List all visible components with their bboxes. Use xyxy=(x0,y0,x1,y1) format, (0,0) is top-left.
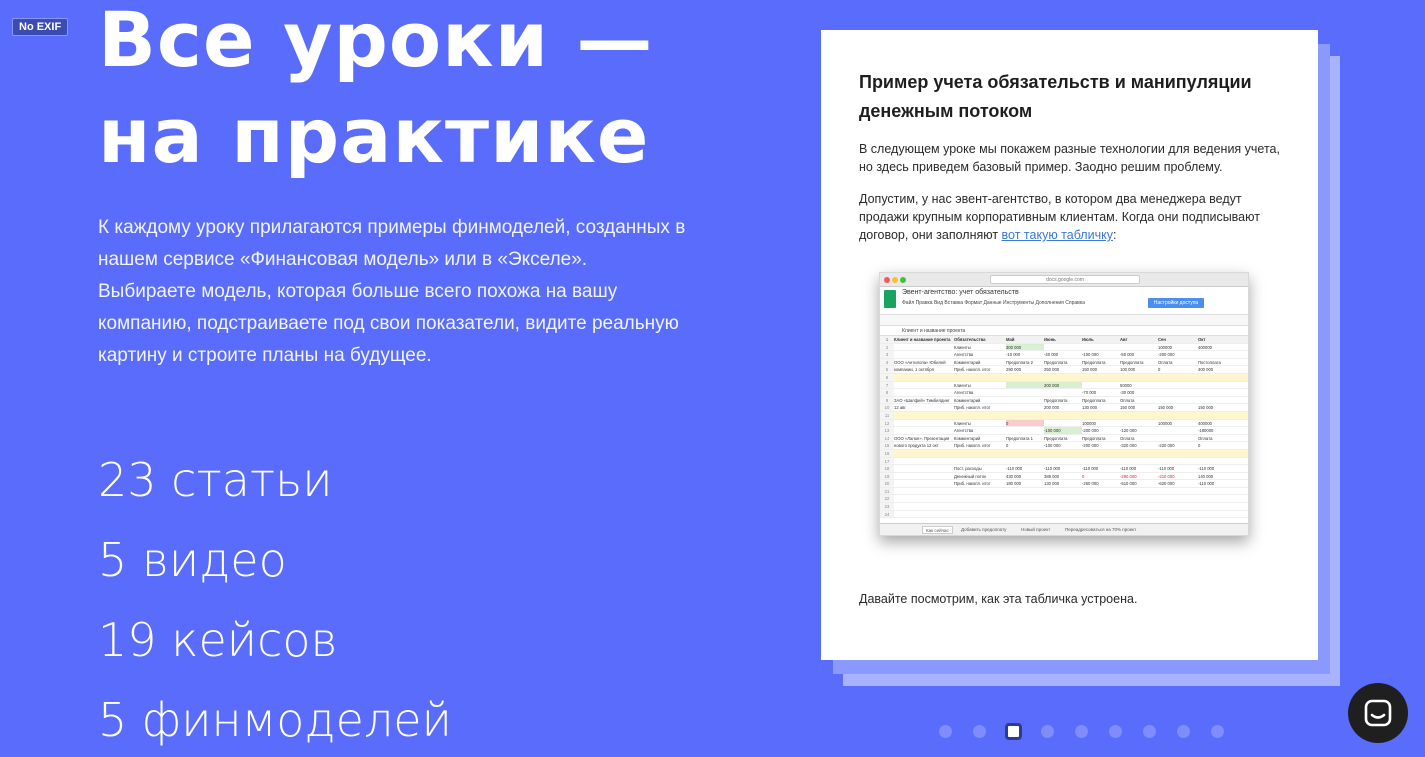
table-cell: 250 000 xyxy=(1044,367,1060,373)
table-cell xyxy=(954,511,1006,518)
table-cell: -200 000 xyxy=(1158,352,1175,358)
table-cell xyxy=(894,495,954,502)
table-cell: Окт xyxy=(1198,337,1206,342)
table-cell: -510 000 xyxy=(1120,481,1137,487)
table-cell: -210 000 xyxy=(1158,473,1175,479)
stat-cases: 19 кейсов xyxy=(98,613,338,667)
table-cell: Агентства xyxy=(954,428,974,434)
table-cell: 400000 xyxy=(1198,344,1212,350)
table-row xyxy=(880,374,1248,382)
table-cell xyxy=(894,351,954,358)
hero-title-line2: на практике xyxy=(98,91,650,180)
row-number: 8 xyxy=(880,389,894,396)
table-row xyxy=(880,435,1248,443)
maximize-dot-icon xyxy=(900,277,906,283)
table-cell: -100 000 xyxy=(1082,352,1099,358)
sheet-tabs xyxy=(880,523,1248,535)
table-cell: 200 000 xyxy=(1044,405,1060,411)
table-cell xyxy=(954,503,1006,510)
document-paragraph-2-end: : xyxy=(1112,228,1117,242)
table-cell: -200 000 xyxy=(1082,428,1099,434)
table-cell: ООО «Антилопа» Юбилей xyxy=(894,359,946,365)
table-cell: Пост. расходы xyxy=(954,466,982,472)
table-cell xyxy=(1006,404,1044,411)
table-row xyxy=(880,495,1248,503)
table-cell: Клиенты xyxy=(954,382,971,388)
row-number: 3 xyxy=(880,351,894,358)
table-cell xyxy=(894,412,954,419)
document-paragraph-2-text: Допустим, у нас эвент-агентство, в котором два менеджера ведут продажи крупным корпоративным клиентам. Когда они подписывают договор, они заполняют xyxy=(859,192,1260,242)
table-row xyxy=(880,442,1248,450)
table-cell xyxy=(1158,382,1198,389)
table-cell: -40 000 xyxy=(1044,352,1059,358)
row-number: 12 xyxy=(880,420,894,427)
table-cell: 0 xyxy=(1158,367,1161,373)
table-cell: Предоплата xyxy=(1044,435,1068,441)
row-number: 15 xyxy=(880,442,894,449)
row-number: 16 xyxy=(880,450,894,457)
table-cell xyxy=(1082,458,1120,465)
table-cell: Предоплата xyxy=(1082,397,1106,403)
table-cell xyxy=(1198,450,1249,457)
table-row xyxy=(880,420,1248,428)
table-cell: Предоплата xyxy=(1082,359,1106,365)
table-cell xyxy=(1198,351,1249,358)
row-number: 13 xyxy=(880,427,894,434)
row-number: 11 xyxy=(880,412,894,419)
table-cell: 130 000 xyxy=(1082,405,1098,411)
table-cell xyxy=(1006,488,1044,495)
table-cell: Клиент и название проекта xyxy=(894,337,951,342)
table-cell: 389 000 xyxy=(1044,473,1060,479)
carousel-dot-4[interactable] xyxy=(1041,725,1054,738)
table-cell xyxy=(1006,389,1044,396)
sheet-formula-bar: Клиент и название проекта xyxy=(880,326,1248,336)
table-cell xyxy=(1158,488,1198,495)
table-cell xyxy=(1120,503,1158,510)
table-cell: Предоплата xyxy=(1044,397,1068,403)
table-cell xyxy=(1082,382,1120,389)
table-cell: 150 000 xyxy=(1120,405,1136,411)
table-cell xyxy=(1082,511,1120,518)
table-cell xyxy=(1158,511,1198,518)
table-row xyxy=(880,458,1248,466)
table-cell xyxy=(1120,488,1158,495)
carousel-dot-1[interactable] xyxy=(939,725,952,738)
table-cell xyxy=(1006,450,1044,457)
table-cell: Денежный поток xyxy=(954,473,986,479)
table-cell: 130 000 xyxy=(1044,481,1060,487)
row-number: 1 xyxy=(880,336,894,343)
table-row xyxy=(880,488,1248,496)
table-cell: -100 000 xyxy=(1044,443,1061,449)
table-cell: 140 000 xyxy=(1198,473,1214,479)
table-cell xyxy=(1006,458,1044,465)
table-cell: 300 000 xyxy=(1006,344,1044,351)
table-cell: Приб. накопл. итог xyxy=(954,367,991,373)
table-cell xyxy=(1006,503,1044,510)
hero-title-line1: Все уроки — xyxy=(98,0,654,84)
carousel-dot-7[interactable] xyxy=(1143,725,1156,738)
table-cell xyxy=(1158,503,1198,510)
table-cell xyxy=(954,488,1006,495)
table-cell xyxy=(1198,495,1249,502)
browser-bar xyxy=(880,273,1248,287)
table-cell xyxy=(1158,389,1198,396)
table-cell xyxy=(1198,382,1249,389)
carousel-dot-5[interactable] xyxy=(1075,725,1088,738)
table-cell: 150 000 xyxy=(1158,405,1174,411)
table-cell: 0 xyxy=(1082,473,1085,479)
table-cell: Агентства xyxy=(954,352,974,358)
table-cell: -110 000 xyxy=(1158,466,1175,472)
table-cell: 50000 xyxy=(1120,382,1132,388)
sheet-tab: Переадресоваться на 70% проект xyxy=(1065,527,1137,532)
table-cell: 12 авг xyxy=(894,405,906,411)
table-cell: Предоплата xyxy=(1120,359,1144,365)
spreadsheet-screenshot xyxy=(879,272,1249,536)
table-cell xyxy=(1158,374,1198,381)
table-cell: Оплата xyxy=(1120,435,1135,441)
table-cell xyxy=(1082,503,1120,510)
table-cell xyxy=(894,503,954,510)
table-cell xyxy=(1006,382,1044,389)
table-cell: 200 000 xyxy=(1044,382,1082,389)
table-cell xyxy=(954,495,1006,502)
table-cell: ООО «Лагюн». Презентация xyxy=(894,435,950,441)
table-cell xyxy=(1158,495,1198,502)
table-row xyxy=(880,503,1248,511)
table-cell xyxy=(1198,503,1249,510)
row-number: 10 xyxy=(880,404,894,411)
close-dot-icon xyxy=(884,277,890,283)
table-row xyxy=(880,382,1248,390)
carousel-dot-8[interactable] xyxy=(1177,725,1190,738)
table-cell xyxy=(1006,495,1044,502)
table-cell: Клиенты xyxy=(954,420,971,426)
table-cell: -220 000 xyxy=(1158,443,1175,449)
table-cell: Агентства xyxy=(954,390,974,396)
browser-url: docs.google.com xyxy=(990,275,1140,284)
table-cell: -50 000 xyxy=(1120,352,1135,358)
table-cell xyxy=(894,374,954,381)
table-cell: -110 000 xyxy=(1120,466,1137,472)
table-cell xyxy=(1044,374,1082,381)
table-cell: Постоплата xyxy=(1198,359,1221,365)
table-cell: Июнь xyxy=(1044,337,1056,342)
hero-description: К каждому уроку прилагаются примеры финмоделей, созданных в нашем сервисе «Финансовая модель» или в «Экселе». Выбираете модель, которая больше всего похожа на вашу компанию, подстраиваете под свои показатели, видите реальную картину и строите планы на будущее. xyxy=(98,217,686,366)
table-cell xyxy=(894,473,954,480)
table-row xyxy=(880,450,1248,458)
stat-finmodels: 5 финмоделей xyxy=(98,693,452,747)
table-cell: -110 000 xyxy=(1082,466,1099,472)
table-cell xyxy=(894,465,954,472)
table-cell xyxy=(1044,503,1082,510)
table-cell xyxy=(894,511,954,518)
table-row xyxy=(880,351,1248,359)
hero-title xyxy=(98,0,653,184)
table-cell: -100 000 xyxy=(1044,427,1082,434)
table-cell xyxy=(1082,488,1120,495)
table-cell xyxy=(1198,397,1249,404)
table-cell: 150 000 xyxy=(1198,405,1214,411)
row-number: 4 xyxy=(880,359,894,366)
table-cell: Предоплата 1 xyxy=(1006,435,1033,441)
table-cell: -250 000 xyxy=(1082,481,1099,487)
sheet-header xyxy=(880,287,1248,315)
table-cell: Июль xyxy=(1082,337,1094,342)
table-cell xyxy=(1044,344,1082,351)
table-cell: 150 000 xyxy=(1082,367,1098,373)
table-cell xyxy=(1006,374,1044,381)
document-title: Пример учета обязательств и манипуляции денежным потоком xyxy=(859,72,1252,121)
table-cell: Предоплата xyxy=(1044,359,1068,365)
minimize-dot-icon xyxy=(892,277,898,283)
row-number: 2 xyxy=(880,344,894,351)
table-cell: -200 000 xyxy=(1082,443,1099,449)
row-number: 21 xyxy=(880,488,894,495)
table-cell: -110 000 xyxy=(1198,466,1215,472)
table-cell xyxy=(894,382,954,389)
table-cell: -110 000 xyxy=(1006,466,1023,472)
table-cell xyxy=(894,344,954,351)
table-cell xyxy=(1044,412,1082,419)
table-cell xyxy=(1198,511,1249,518)
document-paragraph-1: В следующем уроке мы покажем разные технологии для ведения учета, но здесь приведем базовый пример. Заодно решим проблему. xyxy=(859,142,1280,174)
sheet-tab: Добавить предоплату xyxy=(961,527,1007,532)
table-cell xyxy=(894,450,954,457)
stats-list xyxy=(98,440,452,757)
table-cell: Предоплата 2 xyxy=(1006,359,1033,365)
sheets-logo-icon xyxy=(884,290,896,308)
row-number: 14 xyxy=(880,435,894,442)
table-cell: -10 000 xyxy=(1006,352,1021,358)
table-cell xyxy=(1158,397,1198,404)
table-cell xyxy=(1120,511,1158,518)
sheet-tab: Новый проект xyxy=(1021,527,1051,532)
table-cell: нового продукта 12 окт xyxy=(894,443,939,449)
table-cell xyxy=(1082,495,1120,502)
table-cell: -290 000 xyxy=(1120,473,1137,479)
table-cell: Оплата xyxy=(1198,435,1213,441)
row-number: 23 xyxy=(880,503,894,510)
table-cell xyxy=(1158,435,1198,442)
row-number: 5 xyxy=(880,366,894,373)
table-cell: -320 000 xyxy=(1120,443,1137,449)
table-cell: 0 xyxy=(1006,443,1009,449)
table-cell: 430 000 xyxy=(1006,473,1022,479)
table-cell xyxy=(1198,389,1249,396)
table-row xyxy=(880,359,1248,367)
stat-articles: 23 статьи xyxy=(98,453,333,507)
chat-icon xyxy=(1363,698,1393,728)
table-cell: Оплата xyxy=(1120,397,1135,403)
carousel-dot-9[interactable] xyxy=(1211,725,1224,738)
carousel-dot-2[interactable] xyxy=(973,725,986,738)
table-cell xyxy=(1082,450,1120,457)
table-cell: Май xyxy=(1006,337,1015,342)
table-cell: ЗАО «Шалфей» Тимбилдинг xyxy=(894,397,950,403)
chat-button[interactable] xyxy=(1348,683,1408,743)
table-cell: Приб. накопл. итог xyxy=(954,405,991,411)
table-cell xyxy=(894,427,954,434)
table-cell xyxy=(1082,374,1120,381)
row-number: 9 xyxy=(880,397,894,404)
table-cell xyxy=(1120,420,1158,427)
document-page[interactable] xyxy=(821,30,1318,660)
table-cell xyxy=(1120,344,1158,351)
table-cell: Обязательства xyxy=(954,337,986,342)
row-number: 22 xyxy=(880,495,894,502)
table-cell xyxy=(1158,458,1198,465)
table-cell xyxy=(1198,412,1249,419)
table-cell: 100000 xyxy=(1158,344,1172,350)
table-cell xyxy=(1158,427,1198,434)
table-row xyxy=(880,397,1248,405)
sheet-grid xyxy=(880,336,1248,518)
sheet-tab: Как сейчас xyxy=(922,526,953,534)
table-cell: 400 000 xyxy=(1198,367,1214,373)
table-cell xyxy=(1158,412,1198,419)
table-cell: -70 000 xyxy=(1082,390,1097,396)
table-row xyxy=(880,404,1248,412)
table-cell xyxy=(954,374,1006,381)
table-row xyxy=(880,465,1248,473)
table-cell xyxy=(954,412,1006,419)
table-cell: Оплата xyxy=(1158,359,1173,365)
table-cell xyxy=(1158,450,1198,457)
table-cell xyxy=(1006,412,1044,419)
table-cell xyxy=(1120,450,1158,457)
table-cell xyxy=(894,488,954,495)
table-cell xyxy=(1120,495,1158,502)
table-cell: Приб. накопл. итог xyxy=(954,481,991,487)
table-cell: 290 000 xyxy=(1006,367,1022,373)
table-cell xyxy=(1120,412,1158,419)
row-number: 17 xyxy=(880,458,894,465)
stat-videos: 5 видео xyxy=(98,533,287,587)
table-cell: Комментарий xyxy=(954,435,981,441)
table-cell: -620 000 xyxy=(1158,481,1175,487)
table-cell: Авг xyxy=(1120,337,1128,342)
table-cell: -180000 xyxy=(1198,428,1214,434)
table-cell: 400000 xyxy=(1198,420,1212,426)
table-cell xyxy=(1044,420,1082,427)
row-number: 20 xyxy=(880,480,894,487)
table-cell xyxy=(1120,374,1158,381)
row-number: 19 xyxy=(880,473,894,480)
table-cell: Комментарий xyxy=(954,397,981,403)
spreadsheet-link[interactable]: вот такую табличку xyxy=(1001,228,1113,242)
document-paragraph-2 xyxy=(859,190,1280,244)
row-number: 18 xyxy=(880,465,894,472)
table-row xyxy=(880,480,1248,488)
table-cell xyxy=(1044,389,1082,396)
table-cell xyxy=(1198,458,1249,465)
table-cell: -110 000 xyxy=(1198,481,1215,487)
table-cell xyxy=(1044,450,1082,457)
table-row xyxy=(880,511,1248,519)
table-cell xyxy=(1044,488,1082,495)
table-row xyxy=(880,412,1248,420)
table-cell xyxy=(1006,511,1044,518)
carousel-dot-3[interactable] xyxy=(1005,723,1022,740)
table-cell: Сен xyxy=(1158,337,1166,342)
row-number: 24 xyxy=(880,511,894,518)
table-cell xyxy=(894,389,954,396)
table-cell xyxy=(894,420,954,427)
row-number: 6 xyxy=(880,374,894,381)
table-cell xyxy=(894,480,954,487)
table-cell xyxy=(1044,458,1082,465)
document-footer: Давайте посмотрим, как эта табличка устроена. xyxy=(859,592,1138,606)
no-exif-badge: No EXIF xyxy=(12,18,68,36)
table-row xyxy=(880,344,1248,352)
sheet-menu: Файл Правка Вид Вставка Формат Данные Инструменты Дополнения Справка xyxy=(902,300,1085,306)
table-cell: 180 000 xyxy=(1006,481,1022,487)
table-cell: 100000 xyxy=(1158,420,1172,426)
table-cell xyxy=(1082,412,1120,419)
sheet-toolbar xyxy=(880,315,1248,326)
table-row xyxy=(880,427,1248,435)
carousel-dot-6[interactable] xyxy=(1109,725,1122,738)
table-cell xyxy=(1006,397,1044,404)
table-row xyxy=(880,389,1248,397)
table-cell xyxy=(1198,374,1249,381)
table-cell xyxy=(1044,495,1082,502)
sheet-share-button: Настройки доступа xyxy=(1148,298,1204,308)
table-cell: 0 xyxy=(1006,420,1044,427)
table-cell: 0 xyxy=(1198,443,1201,449)
table-row xyxy=(880,366,1248,374)
table-cell: Приб. накопл. итог xyxy=(954,443,991,449)
table-cell: -110 000 xyxy=(1044,466,1061,472)
table-cell: компании, 1 октября xyxy=(894,367,934,373)
sheet-doc-title: Эвент-агентство: учет обязательств xyxy=(902,289,1019,296)
table-cell: Комментарий xyxy=(954,359,981,365)
table-cell xyxy=(1198,488,1249,495)
table-cell xyxy=(954,450,1006,457)
table-cell xyxy=(894,458,954,465)
table-cell xyxy=(1044,511,1082,518)
table-cell: 100000 xyxy=(1082,420,1096,426)
table-row xyxy=(880,336,1248,344)
table-cell: -120 000 xyxy=(1120,428,1137,434)
table-cell xyxy=(1082,344,1120,351)
table-cell xyxy=(1120,458,1158,465)
table-row xyxy=(880,473,1248,481)
table-cell: Предоплата xyxy=(1082,435,1106,441)
row-number: 7 xyxy=(880,382,894,389)
table-cell xyxy=(1006,427,1044,434)
table-cell: Клиенты xyxy=(954,344,971,350)
table-cell: 100 000 xyxy=(1120,367,1136,373)
table-cell xyxy=(954,458,1006,465)
table-cell: -30 000 xyxy=(1120,390,1135,396)
